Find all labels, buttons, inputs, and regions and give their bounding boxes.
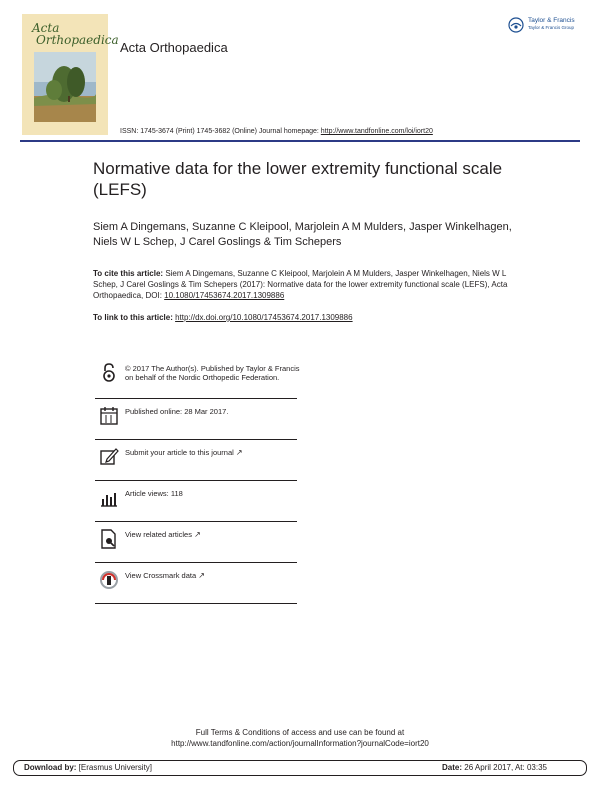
download-date-label: Date:	[442, 763, 463, 772]
publisher-name: Taylor & Francis	[528, 17, 575, 24]
related-articles-label[interactable]: View related articles	[125, 530, 192, 539]
submit-article-item[interactable]	[95, 440, 297, 481]
taylor-francis-logo[interactable]	[508, 16, 584, 36]
citation-block	[93, 268, 533, 301]
journal-homepage-link[interactable]: http://www.tandfonline.com/loi/iort20	[320, 128, 433, 135]
download-date	[442, 761, 547, 775]
issn-text: ISSN: 1745-3674 (Print) 1745-3682 (Online) Journal homepage:	[120, 128, 321, 135]
publisher-group: Taylor & Francis Group	[528, 25, 575, 30]
doi-link[interactable]: 10.1080/17453674.2017.1309886	[164, 291, 285, 300]
crossmark-label[interactable]: View Crossmark data	[125, 571, 197, 580]
cover-title-line1: Acta	[32, 21, 60, 35]
published-date-text: Published online: 28 Mar 2017.	[125, 407, 229, 416]
download-date-value: 26 April 2017, At: 03:35	[462, 763, 547, 772]
external-link-icon: ↗	[194, 530, 201, 539]
submit-article-label[interactable]: Submit your article to this journal	[125, 448, 234, 457]
journal-cover-image	[22, 14, 119, 135]
external-link-icon: ↗	[235, 448, 243, 457]
citation-label: To cite this article:	[93, 269, 166, 278]
header-divider	[20, 140, 580, 142]
article-info-list	[95, 356, 300, 604]
article-views-item	[95, 481, 297, 522]
edit-pencil-icon	[99, 446, 119, 468]
related-articles-link[interactable]	[125, 530, 300, 539]
bar-chart-icon	[99, 487, 119, 509]
cover-title-line2: Orthopaedica	[36, 33, 119, 47]
citation-text: Siem A Dingemans, Suzanne C Kleipool, Marjolein A M Mulders, Jasper Winkelhagen, Niels W L Schep, J Carel Goslings & Tim Schepers (2017): Normative data for the lower extremity functional scale (LEFS), Acta Orthopaedica, DOI:	[93, 269, 508, 300]
crossmark-link[interactable]	[125, 571, 300, 580]
calendar-icon	[99, 405, 119, 427]
taylor-francis-logo-icon	[508, 17, 524, 33]
open-access-item	[95, 356, 300, 399]
article-link-line	[93, 313, 533, 322]
open-access-text: © 2017 The Author(s). Published by Taylor & Francis on behalf of the Nordic Orthopedic Federation.	[125, 364, 300, 382]
crossmark-item[interactable]	[95, 563, 297, 604]
downloaded-by-label: Download by:	[24, 763, 77, 772]
published-item	[95, 399, 297, 440]
article-link-label: To link to this article:	[93, 313, 176, 322]
external-link-icon: ↗	[198, 571, 205, 580]
open-access-lock-icon	[99, 362, 119, 384]
related-articles-item[interactable]	[95, 522, 297, 563]
download-info-bar	[13, 760, 587, 776]
downloaded-by-value: [Erasmus University]	[76, 763, 153, 772]
article-authors: Siem A Dingemans, Suzanne C Kleipool, Marjolein A M Mulders, Jasper Winkelhagen, Niels W L Schep, J Carel Goslings & Tim Schepers	[93, 221, 512, 248]
terms-footer	[0, 727, 600, 749]
document-search-icon	[99, 528, 119, 550]
crossmark-icon	[99, 569, 119, 591]
cover-painting	[34, 52, 96, 122]
terms-line: Full Terms & Conditions of access and use can be found at	[195, 728, 405, 737]
journal-name: Acta Orthopaedica	[120, 40, 228, 55]
terms-url-link[interactable]: http://www.tandfonline.com/action/journalInformation?journalCode=iort20	[171, 739, 429, 748]
downloaded-by	[24, 761, 152, 775]
article-title: Normative data for the lower extremity functional scale (LEFS)	[93, 159, 503, 199]
article-doi-url-link[interactable]: http://dx.doi.org/10.1080/17453674.2017.1309886	[175, 313, 353, 322]
article-views-text: Article views: 118	[125, 489, 183, 498]
issn-line	[120, 128, 433, 135]
cover-title	[32, 22, 119, 46]
submit-article-link[interactable]	[125, 448, 300, 457]
